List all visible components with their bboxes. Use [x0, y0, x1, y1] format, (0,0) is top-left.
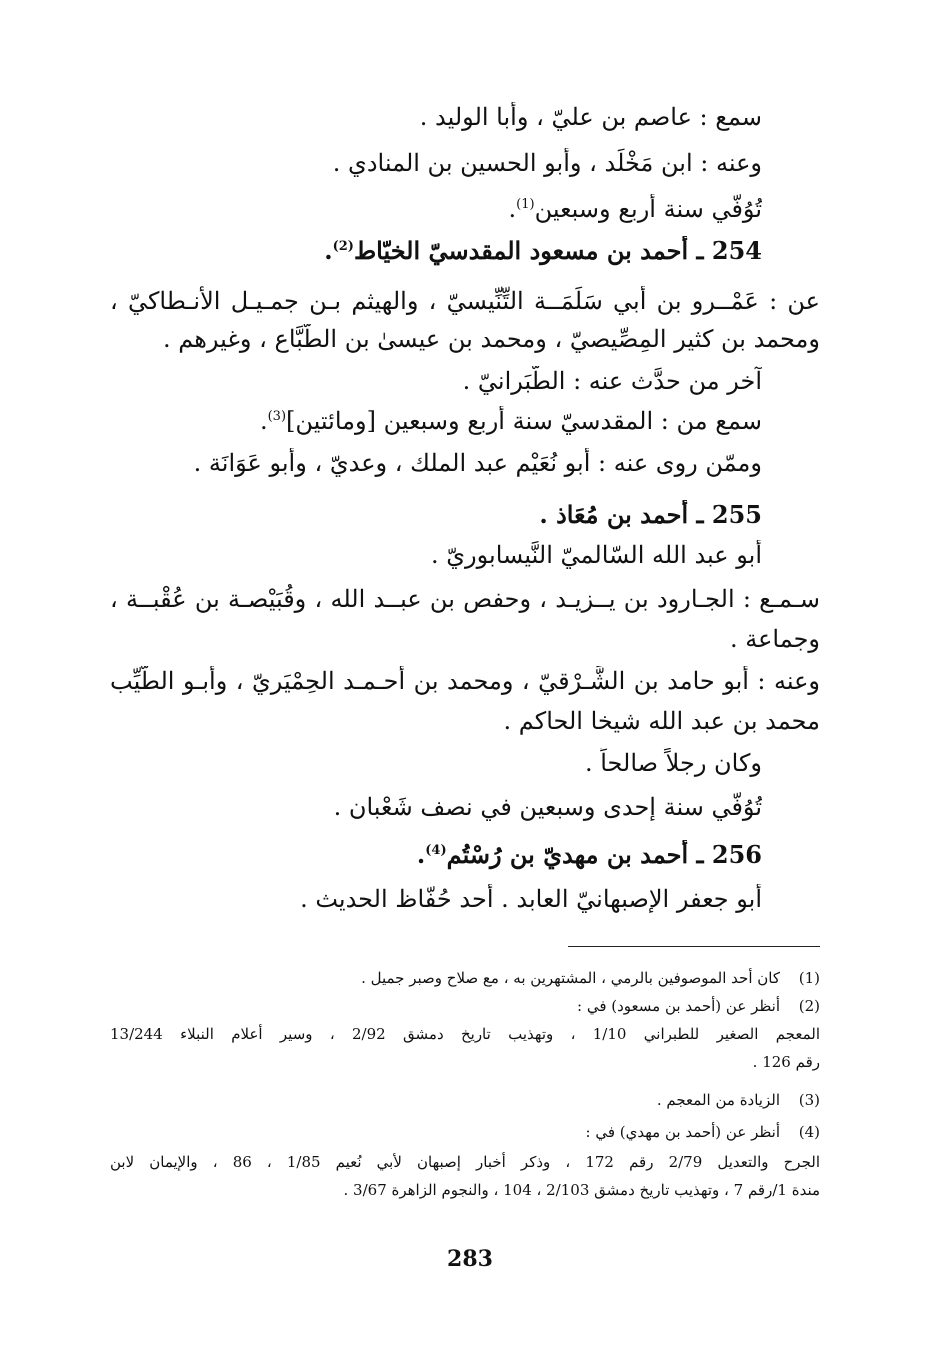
line-text: وعنه : ابن مَخْلَد ، وأبو الحسين بن المنادي . — [332, 149, 762, 177]
line-text: وجماعة . — [729, 625, 820, 653]
footnote-text: كان أحد الموصوفين بالرمي ، المشتهرين به ، مع صلاح وصبر جميل . — [361, 969, 780, 987]
footnote-4-continuation — [110, 1178, 820, 1202]
line-text: تُوُفّي سنة إحدى وسبعين في نصف شَعْبان . — [333, 793, 762, 821]
text-line — [112, 884, 762, 914]
line-text: . — [259, 407, 268, 435]
line-text: . — [508, 195, 517, 223]
text-line — [112, 148, 762, 178]
text-line — [110, 286, 820, 316]
heading-text: 255 ـ أحمد بن مُعَاذ . — [539, 500, 762, 529]
line-text: سمع من : المقدسيّ سنة أربعٍ وسبعين [ومائتين] — [286, 407, 762, 435]
footnote-text: رقم 126 . — [752, 1053, 820, 1071]
line-text: أبو جعفر الإصبهانيّ العابد . أحد حُفّاظ الحديث . — [300, 885, 762, 913]
text-line — [110, 584, 820, 614]
line-text: ومحمد بن كثير المِصِّيصيّ ، ومحمد بن عيسىٰ بن الطَّبَّاع ، وغيرهم . — [163, 325, 820, 353]
line-text: محمد بن عبد الله شيخا الحاكم . — [503, 707, 820, 735]
footnote-marker: (1) — [516, 197, 535, 212]
footnote-number: (1) — [798, 969, 820, 987]
footnote-3 — [110, 1088, 820, 1112]
footnote-text: الزيادة من المعجم . — [656, 1091, 780, 1109]
footnote-text: أنظر عن (أحمد بن مسعود) في : — [577, 997, 780, 1015]
heading-text: 254 ـ أحمد بن مسعود المقدسيّ الخيّاط — [353, 236, 762, 265]
line-text: . — [324, 236, 333, 265]
footnote-2 — [110, 994, 820, 1018]
footnote-1 — [110, 966, 820, 990]
line-text: أبو عبد الله السّالميّ النَّيسابوريّ . — [430, 541, 762, 569]
text-line — [110, 324, 820, 354]
line-text: . — [416, 840, 426, 869]
text-line — [112, 448, 762, 478]
footnote-marker: (2) — [332, 239, 354, 254]
footnote-separator — [568, 946, 820, 947]
text-line — [112, 194, 762, 224]
line-text: سـمـع : الجـارود بن يــزيـد ، وحفص بن عبــد الله ، وقُبَيْصـة بن عُقْبــة ، — [110, 585, 820, 613]
text-line — [110, 666, 820, 696]
entry-heading-255 — [112, 500, 762, 530]
footnote-text: الجرح والتعديل 2/79 رقم 172 ، وذكر أخبار إصبهان لأبي نُعيم 1/85 ، 86 ، والإيمان لابن — [110, 1153, 820, 1171]
text-line — [112, 366, 762, 396]
footnote-text: مندة 1/رقم 7 ، وتهذيب تاريخ دمشق 2/103 ، 104 ، والنجوم الزاهرة 3/67 . — [343, 1181, 820, 1199]
footnote-2-continuation — [110, 1050, 820, 1074]
page-number: 283 — [447, 1246, 493, 1272]
entry-heading-256 — [112, 840, 762, 870]
heading-text: 256 ـ أحمد بن مهديّ بن رُسْتُم — [446, 840, 762, 869]
text-line — [112, 102, 762, 132]
text-line — [110, 624, 820, 654]
text-line — [112, 540, 762, 570]
line-text: تُوُفّي سنة أربعٍ وسبعين — [534, 195, 762, 223]
footnote-4 — [110, 1120, 820, 1144]
text-line — [110, 706, 820, 736]
footnote-2-continuation — [110, 1022, 820, 1046]
footnote-number: (4) — [798, 1123, 820, 1141]
text-line — [112, 792, 762, 822]
footnote-number: (3) — [798, 1091, 820, 1109]
line-text: وعنه : أبو حامد بن الشَّـرْقيّ ، ومحمد بن أحـمـد الحِمْيَريّ ، وأبـو الطَّيِّب — [110, 667, 820, 695]
footnote-text: أنظر عن (أحمد بن مهدي) في : — [585, 1123, 780, 1141]
footnote-text: المعجم الصغير للطبراني 1/10 ، وتهذيب تاريخ دمشق 2/92 ، وسير أعلام النبلاء 13/244 — [110, 1025, 820, 1043]
line-text: وكان رجلاً صالحاً . — [584, 749, 762, 777]
line-text: وممّن روى عنه : أبو نُعَيْم عبد الملك ، وعديّ ، وأبو عَوَانَة . — [193, 449, 762, 477]
line-text: عن : عَمْــرو بن أبي سَلَمَــة التِّنِّيسيّ ، والهيثم بـن جمـيـل الأنـطاكيّ ، — [110, 287, 820, 315]
footnote-number: (2) — [798, 997, 820, 1015]
footnote-marker: (3) — [267, 409, 287, 424]
line-text: آخر من حدَّث عنه : الطَّبَرانيّ . — [462, 367, 762, 395]
text-line — [112, 748, 762, 778]
footnote-4-continuation — [110, 1150, 820, 1174]
text-line — [112, 406, 762, 436]
entry-heading-254 — [112, 236, 762, 266]
line-text: سمع : عاصم بن عليّ ، وأبا الوليد . — [419, 103, 762, 131]
footnote-marker: (4) — [425, 843, 447, 858]
